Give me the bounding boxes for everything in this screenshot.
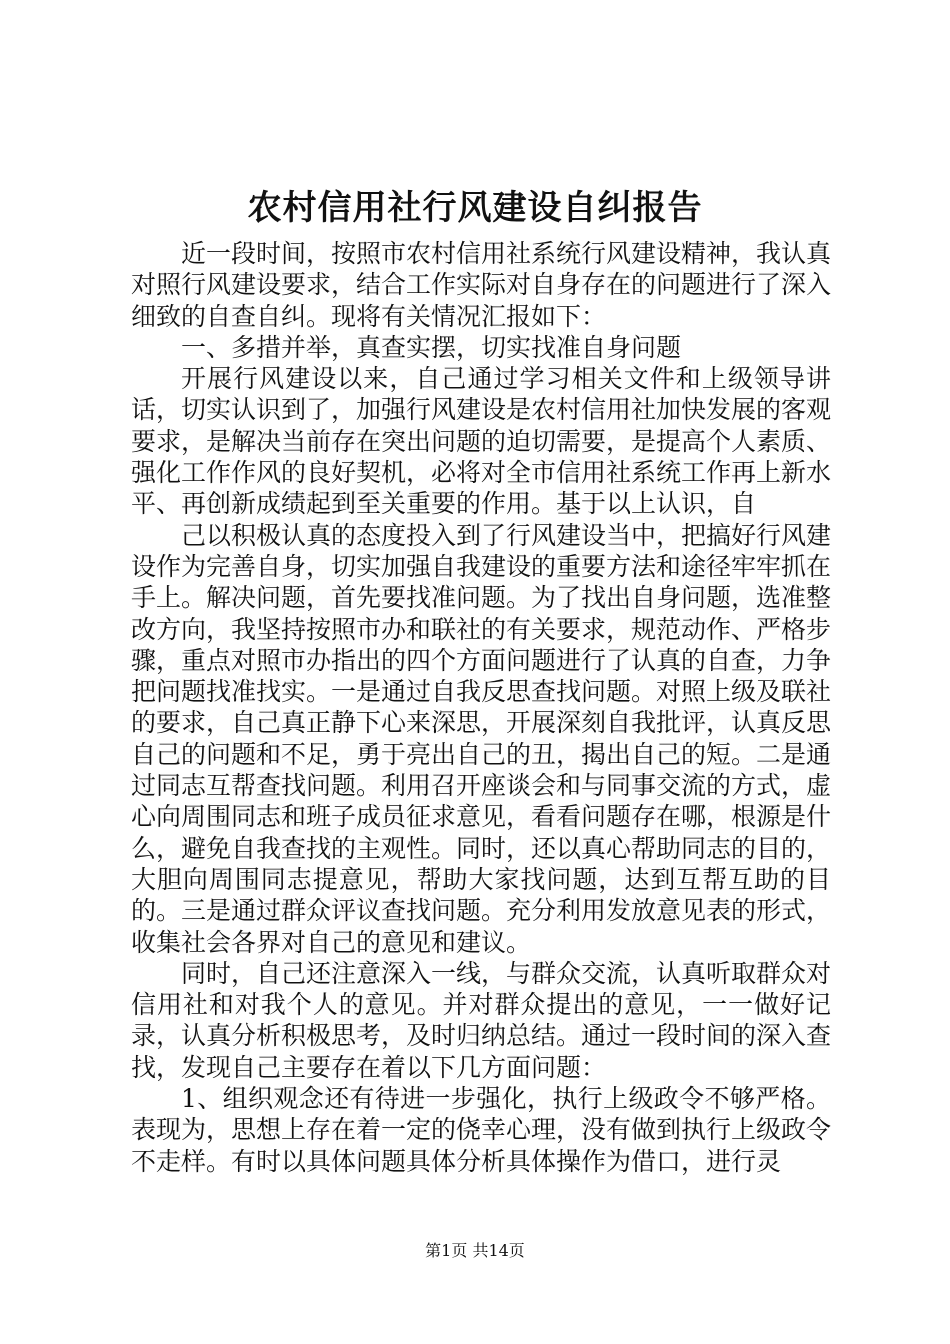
body-paragraph: 开展行风建设以来，自己通过学习相关文件和上级领导讲话，切实认识到了，加强行风建设是农村信用社加快发展的客观要求，是解决当前存在突出问题的迫切需要，是提高个人素质、强化工作作风的良好契机，必将对全市信用社系统工作再上新水平、再创新成绩起到至关重要的作用。基于以上认识，自 (131, 364, 832, 519)
document-title: 农村信用社行风建设自纠报告 (247, 188, 703, 228)
page-number-footer: 第1页 共14页 (425, 1241, 525, 1260)
body-paragraph-intro: 近一段时间，按照市农村信用社系统行风建设精神，我认真对照行风建设要求，结合工作实际对自身存在的问题进行了深入细致的自查自纠。现将有关情况汇报如下： (131, 239, 832, 331)
body-paragraph: 同时，自己还注意深入一线，与群众交流，认真听取群众对信用社和对我个人的意见。并对群众提出的意见，一一做好记录，认真分析积极思考，及时归纳总结。通过一段时间的深入查找，发现自己主要存在着以下几方面问题： (131, 958, 832, 1082)
document-body (131, 238, 831, 1177)
section-heading-1: 一、多措并举，真查实摆，切实找准自身问题 (181, 332, 682, 362)
list-item-problem-1: 1、组织观念还有待进一步强化，执行上级政令不够严格。表现为，思想上存在着一定的侥幸心理，没有做到执行上级政令不走样。有时以具体问题具体分析具体操作为借口，进行灵 (131, 1084, 832, 1176)
body-paragraph: 己以积极认真的态度投入到了行风建设当中，把搞好行风建设作为完善自身，切实加强自我建设的重要方法和途径牢牢抓在手上。解决问题，首先要找准问题。为了找出自身问题，选准整改方向，我坚持按照市办和联社的有关要求，规范动作、严格步骤，重点对照市办指出的四个方面问题进行了认真的自查，力争把问题找准找实。一是通过自我反思查找问题。对照上级及联社的要求，自己真正静下心来深思，开展深刻自我批评，认真反思自己的问题和不足，勇于亮出自己的丑，揭出自己的短。二是通过同志互帮查找问题。利用召开座谈会和与同事交流的方式，虚心向周围同志和班子成员征求意见，看看问题存在哪，根源是什么，避免自我查找的主观性。同时，还以真心帮助同志的目的，大胆向周围同志提意见，帮助大家找问题，达到互帮互助的目的。三是通过群众评议查找问题。充分利用发放意见表的形式，收集社会各界对自己的意见和建议。 (131, 520, 832, 957)
